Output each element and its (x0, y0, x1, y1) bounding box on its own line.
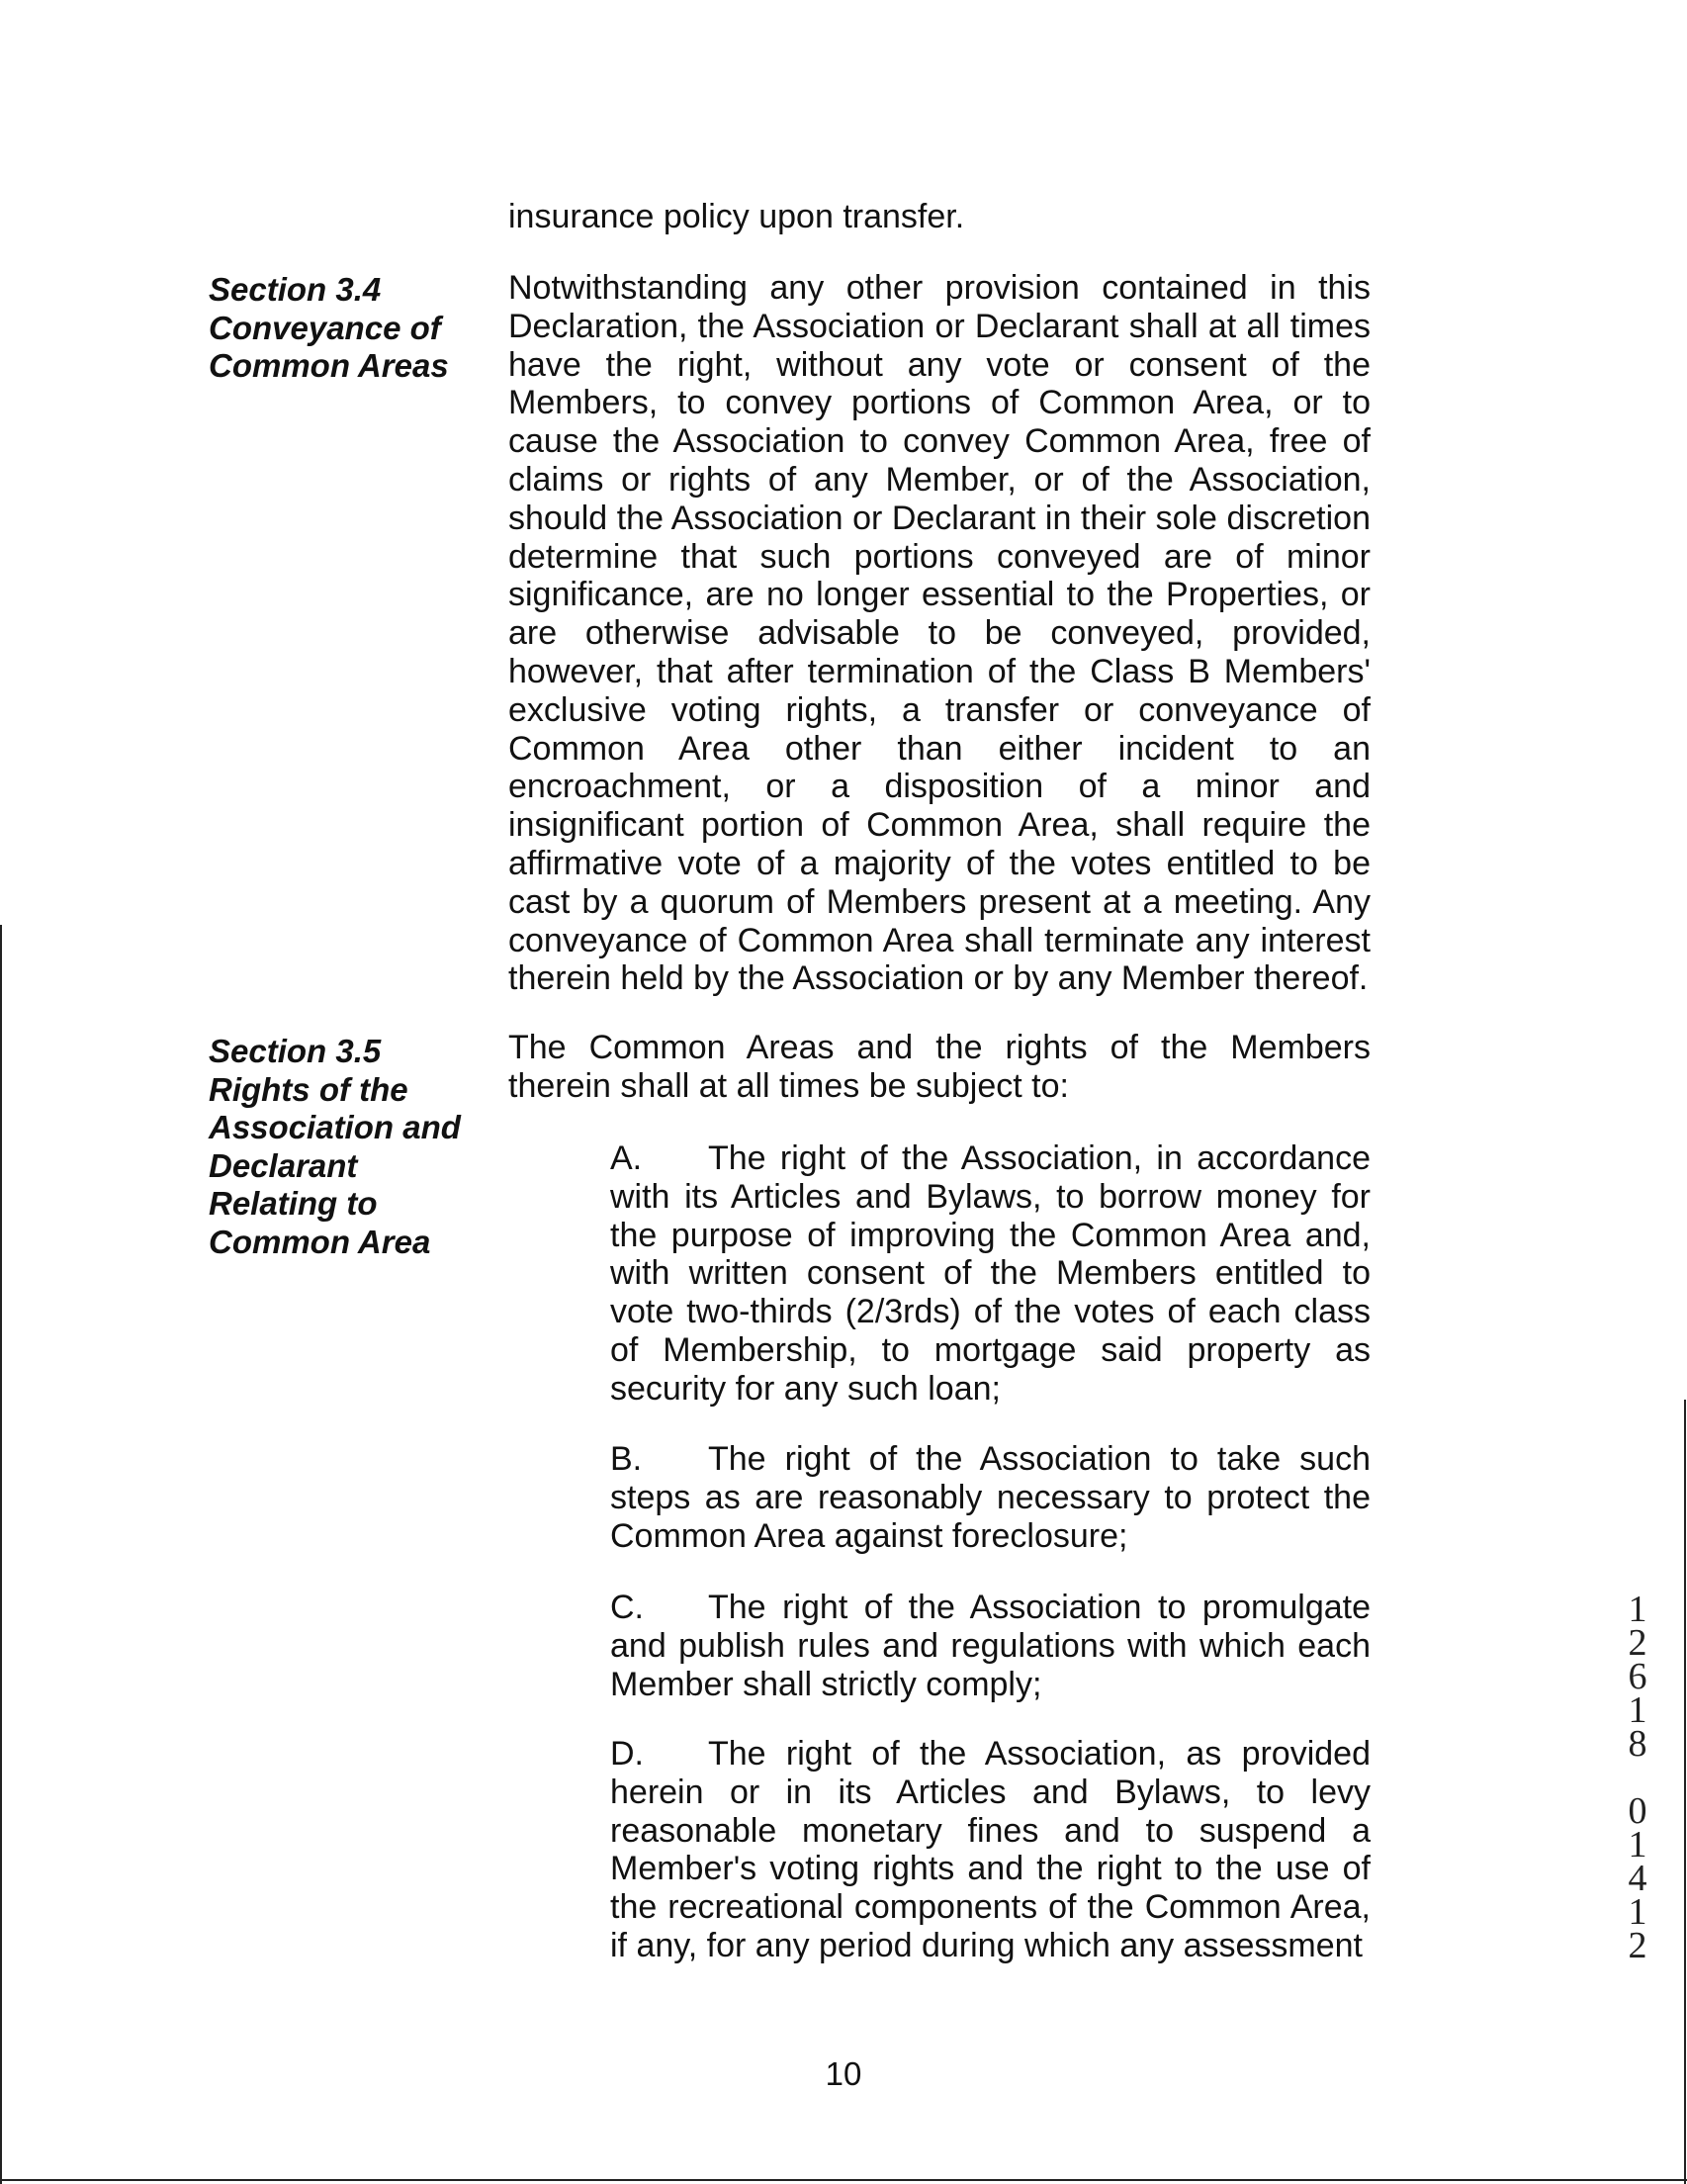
recording-stamp (1618, 1589, 1657, 1966)
list-item-label: D. (610, 1735, 644, 1773)
stamp-digit: 6 (1628, 1656, 1647, 1697)
stamp-digit: 0 (1628, 1790, 1647, 1832)
stamp-digit: 1 (1628, 1689, 1647, 1731)
stamp-digit: 2 (1628, 1622, 1647, 1664)
bottom-scan-edge (0, 2179, 1687, 2181)
stamp-digit: 4 (1628, 1858, 1647, 1899)
right-scan-edge (1684, 1400, 1686, 2184)
section-3-5-intro: The Common Areas and the rights of the Members therein shall at all times be subject to: (508, 1029, 1371, 1105)
stamp-digit: 1 (1628, 1824, 1647, 1866)
left-scan-edge (0, 925, 2, 2184)
section-3-4-body: Notwithstanding any other provision contained in this Declaration, the Association or Declarant shall at all times have the right, without any vote or consent of the Members, to convey portions of Common Area, or to cause the Association to convey Common Area, free of claims or rights of any Member, or of the Association, should the Association or Declarant in their sole discretion determine that such portions conveyed are of minor significance, are no longer essential to the Properties, or are otherwise advisable to be conveyed, provided, however, that after termination of the Class B Members' exclusive voting rights, a transfer or conveyance of Common Area other than either incident to an encroachment, or a disposition of a minor and insignificant portion of Common Area, shall require the affirmative vote of a majority of the votes entitled to be cast by a quorum of Members present at a meeting. Any conveyance of Common Area shall terminate any interest therein held by the Association or by any Member thereof. (508, 269, 1371, 998)
stamp-digit: 1 (1628, 1891, 1647, 1933)
list-item-c (610, 1589, 1371, 1703)
list-item-text: The right of the Association, in accordance with its Articles and Bylaws, to borrow money for the purpose of improving the Common Area and, with written consent of the Members entitled to vote two-thirds (2/3rds) of the votes of each class of Membership, to mortgage said property as security for any such loan; (610, 1139, 1371, 1408)
list-item-text: The right of the Association to take such steps as are reasonably necessary to protect the Common Area against foreclosure; (610, 1440, 1371, 1555)
list-item-d (610, 1735, 1371, 1965)
continuation-text: insurance policy upon transfer. (508, 198, 965, 235)
section-3-4-heading: Section 3.4 Conveyance of Common Areas (209, 271, 449, 384)
stamp-digit: 8 (1628, 1723, 1647, 1765)
list-item-a (610, 1139, 1371, 1409)
list-item-label: A. (610, 1139, 643, 1177)
section-3-5-heading: Section 3.5 Rights of the Association and Declarant Relating to Common Area (209, 1033, 461, 1260)
list-item-text: The right of the Association to promulgate and publish rules and regulations with which each Member shall strictly comply; (610, 1589, 1371, 1703)
stamp-digit (1618, 1761, 1657, 1794)
list-item-label: C. (610, 1589, 644, 1626)
list-item-text: The right of the Association, as provided herein or in its Articles and Bylaws, to levy reasonable monetary fines and to suspend a Member's voting rights and the right to the use of the recreational components of the Common Area, if any, for any period during which any assessment (610, 1735, 1371, 1964)
stamp-digit: 2 (1628, 1925, 1647, 1966)
list-item-b (610, 1440, 1371, 1555)
page-number: 10 (825, 2055, 862, 2092)
list-item-label: B. (610, 1440, 643, 1478)
stamp-digit: 1 (1628, 1589, 1647, 1630)
